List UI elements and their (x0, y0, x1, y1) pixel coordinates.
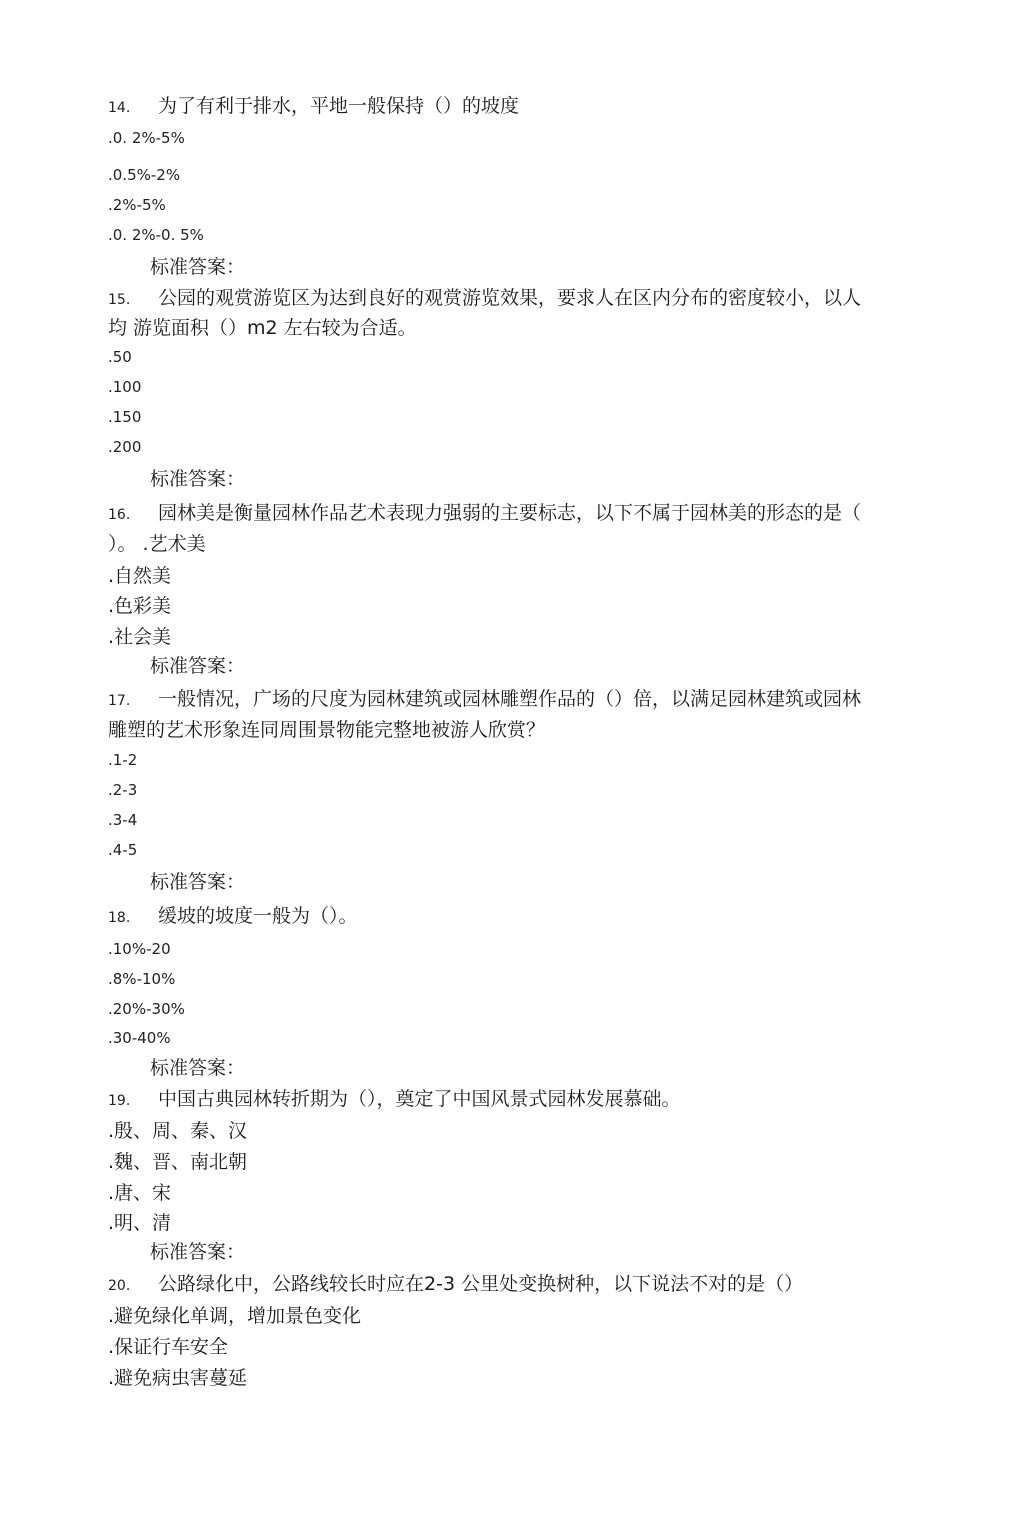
option: .20%-30% (108, 1000, 185, 1018)
option: .4-5 (108, 841, 138, 859)
option: .殷、周、秦、汉 (108, 1120, 248, 1142)
question-number: 18. (108, 910, 131, 926)
question-19 (108, 1087, 681, 1113)
question-text: 公园的观赏游览区为达到良好的观赏游览效果，要求人在区内分布的密度较小，以人 (158, 287, 862, 309)
question-number: 20. (108, 1278, 131, 1294)
question-16 (108, 501, 861, 527)
option: .150 (108, 408, 142, 426)
option: .明、清 (108, 1212, 172, 1234)
question-text-continued: 雕塑的艺术形象连同周围景物能完整地被游人欣赏？ (108, 719, 546, 741)
answer-label: 标准答案： (150, 468, 246, 490)
question-text: 中国古典园林转折期为（），奠定了中国风景式园林发展慕础。 (158, 1088, 681, 1110)
question-18 (108, 904, 358, 930)
option: .唐、宋 (108, 1182, 172, 1204)
option: .0. 2%-0. 5% (108, 226, 204, 244)
answer-label: 标准答案： (150, 1057, 246, 1079)
option: .30-40% (108, 1029, 171, 1047)
question-number: 16. (108, 507, 131, 523)
question-text-continued: 均 游览面积（）m2 左右较为合适。 (108, 317, 417, 339)
answer-label: 标准答案： (150, 655, 246, 677)
option: .避免病虫害蔓延 (108, 1367, 248, 1389)
option: .色彩美 (108, 595, 172, 617)
question-14 (108, 94, 519, 120)
option: .1-2 (108, 751, 138, 769)
question-text: 一般情况，广场的尺度为园林建筑或园林雕塑作品的（）倍，以满足园林建筑或园林 (158, 688, 862, 710)
question-number: 14. (108, 100, 131, 116)
option: .8%-10% (108, 970, 176, 988)
question-number: 15. (108, 292, 131, 308)
option: .避免绿化单调，增加景色变化 (108, 1305, 362, 1327)
option: .0. 2%-5% (108, 129, 185, 147)
option: .3-4 (108, 811, 138, 829)
question-text: 园林美是衡量园林作品艺术表现力强弱的主要标志，以下不属于园林美的形态的是（ (158, 502, 862, 524)
option: .10%-20 (108, 940, 171, 958)
question-15 (108, 286, 861, 312)
option: .50 (108, 348, 132, 366)
question-17 (108, 687, 861, 713)
question-text-continued: ）。 .艺术美 (108, 533, 206, 555)
question-text: 为了有利于排水，平地一般保持（）的坡度 (158, 95, 520, 117)
option: .社会美 (108, 626, 172, 648)
question-20 (108, 1272, 803, 1298)
answer-label: 标准答案： (150, 256, 246, 278)
option: .2%-5% (108, 196, 166, 214)
option: .2-3 (108, 781, 138, 799)
question-text: 公路绿化中，公路线较长时应在2-3 公里处变换树种，以下说法不对的是（） (158, 1273, 804, 1295)
question-number: 19. (108, 1093, 131, 1109)
question-number: 17. (108, 693, 131, 709)
option: .魏、晋、南北朝 (108, 1151, 248, 1173)
option: .自然美 (108, 565, 172, 587)
option: .保证行车安全 (108, 1336, 229, 1358)
option: .0.5%-2% (108, 166, 181, 184)
option: .100 (108, 378, 142, 396)
question-text: 缓坡的坡度一般为（）。 (158, 905, 358, 927)
option: .200 (108, 438, 142, 456)
answer-label: 标准答案： (150, 1241, 246, 1263)
answer-label: 标准答案： (150, 871, 246, 893)
